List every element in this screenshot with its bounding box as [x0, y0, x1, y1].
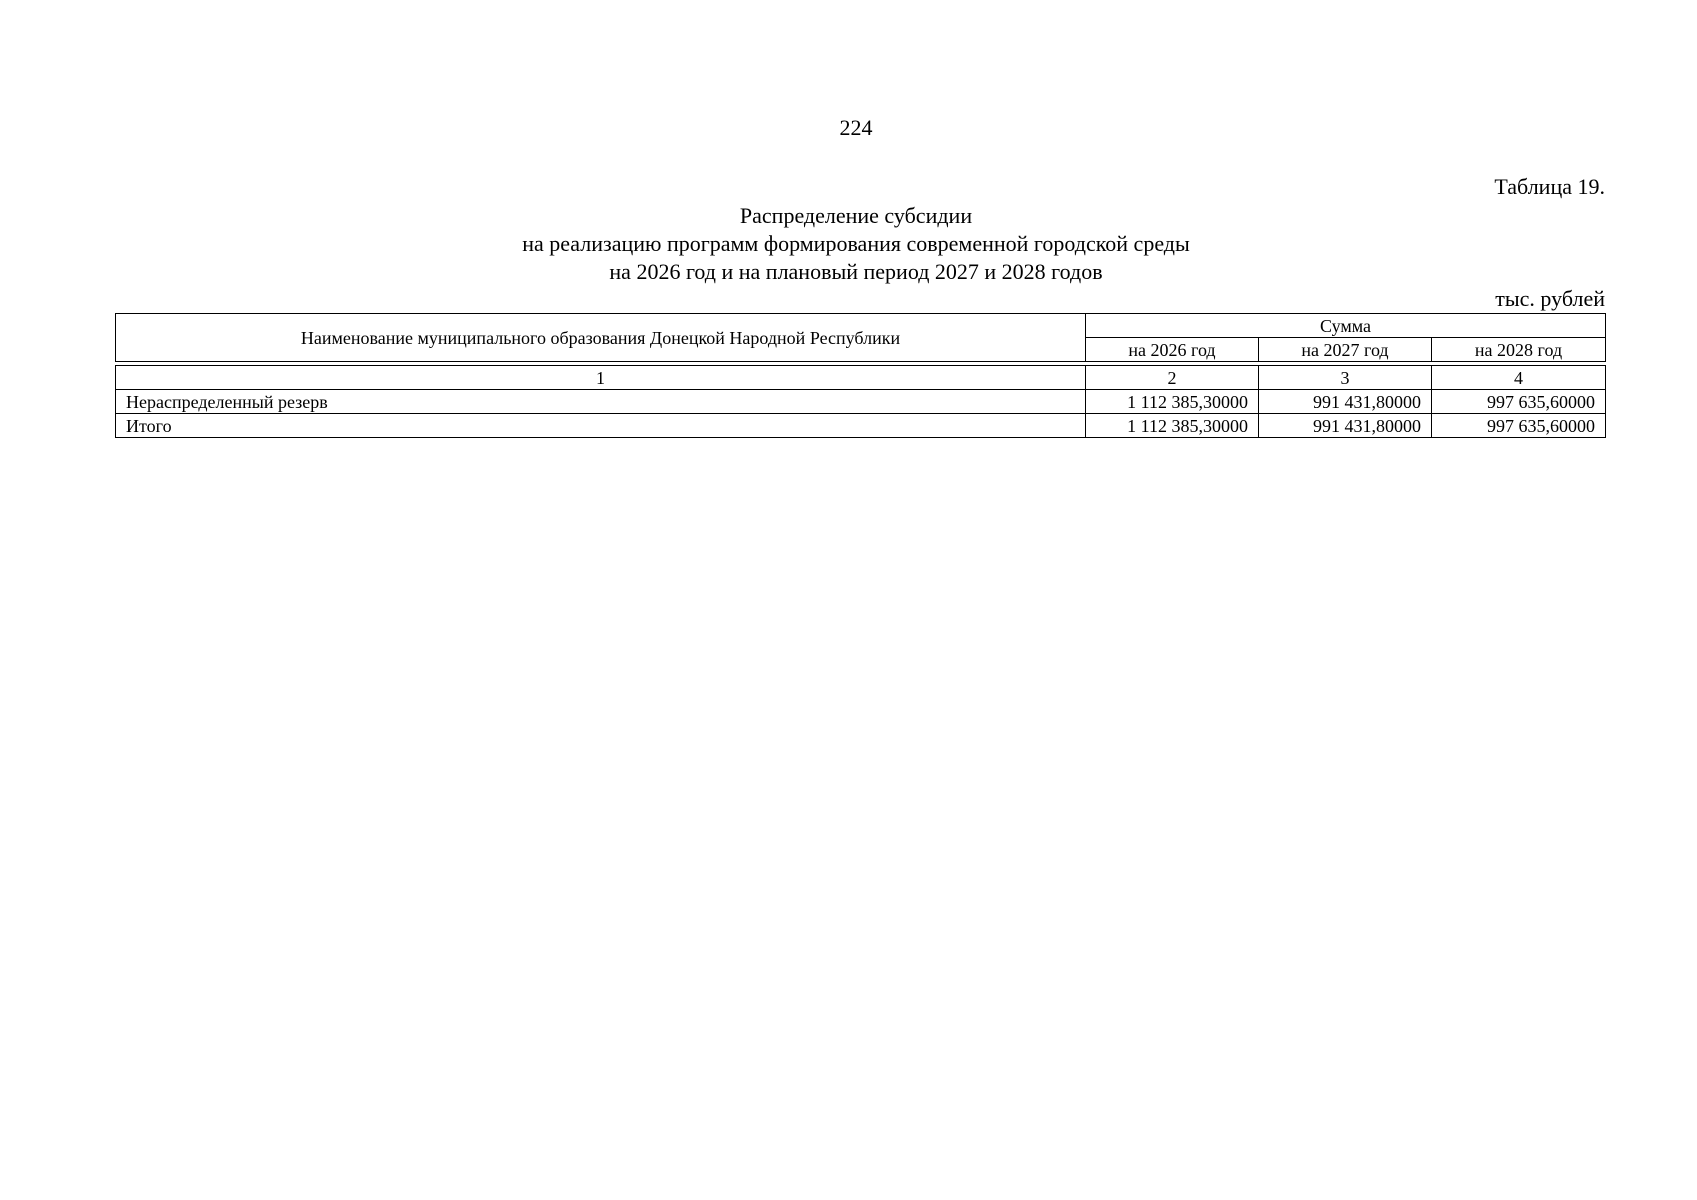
row-value-2026: 1 112 385,30000: [1086, 390, 1259, 414]
table-row: [116, 390, 1606, 414]
header-year-2028: на 2028 год: [1432, 338, 1606, 362]
column-number-row: [116, 366, 1606, 390]
table-row-total: [116, 414, 1606, 438]
table-label: Таблица 19.: [1494, 174, 1605, 199]
column-number-3: 3: [1259, 366, 1432, 390]
column-number-1: 1: [116, 366, 1086, 390]
row-value-2027: 991 431,80000: [1259, 390, 1432, 414]
title-line-3: на 2026 год и на плановый период 2027 и 2028 годов: [609, 259, 1103, 284]
subsidy-table: [115, 313, 1606, 438]
row-value-2028: 997 635,60000: [1432, 390, 1606, 414]
total-name: Итого: [116, 414, 1086, 438]
title-line-2: на реализацию программ формирования современной городской среды: [522, 231, 1190, 256]
column-number-2: 2: [1086, 366, 1259, 390]
header-sum-cell: Сумма: [1086, 314, 1606, 338]
title-line-1: Распределение субсидии: [739, 203, 973, 228]
header-year-2027: на 2027 год: [1259, 338, 1432, 362]
column-number-4: 4: [1432, 366, 1606, 390]
units-label: тыс. рублей: [1495, 286, 1605, 311]
total-value-2028: 997 635,60000: [1432, 414, 1606, 438]
row-name: Нераспределенный резерв: [116, 390, 1086, 414]
document-title: [0, 202, 1697, 286]
total-value-2027: 991 431,80000: [1259, 414, 1432, 438]
header-name-cell: Наименование муниципального образования Донецкой Народной Республики: [116, 314, 1086, 362]
total-value-2026: 1 112 385,30000: [1086, 414, 1259, 438]
header-year-2026: на 2026 год: [1086, 338, 1259, 362]
header-row: [116, 314, 1606, 338]
page-number: 224: [839, 115, 873, 140]
